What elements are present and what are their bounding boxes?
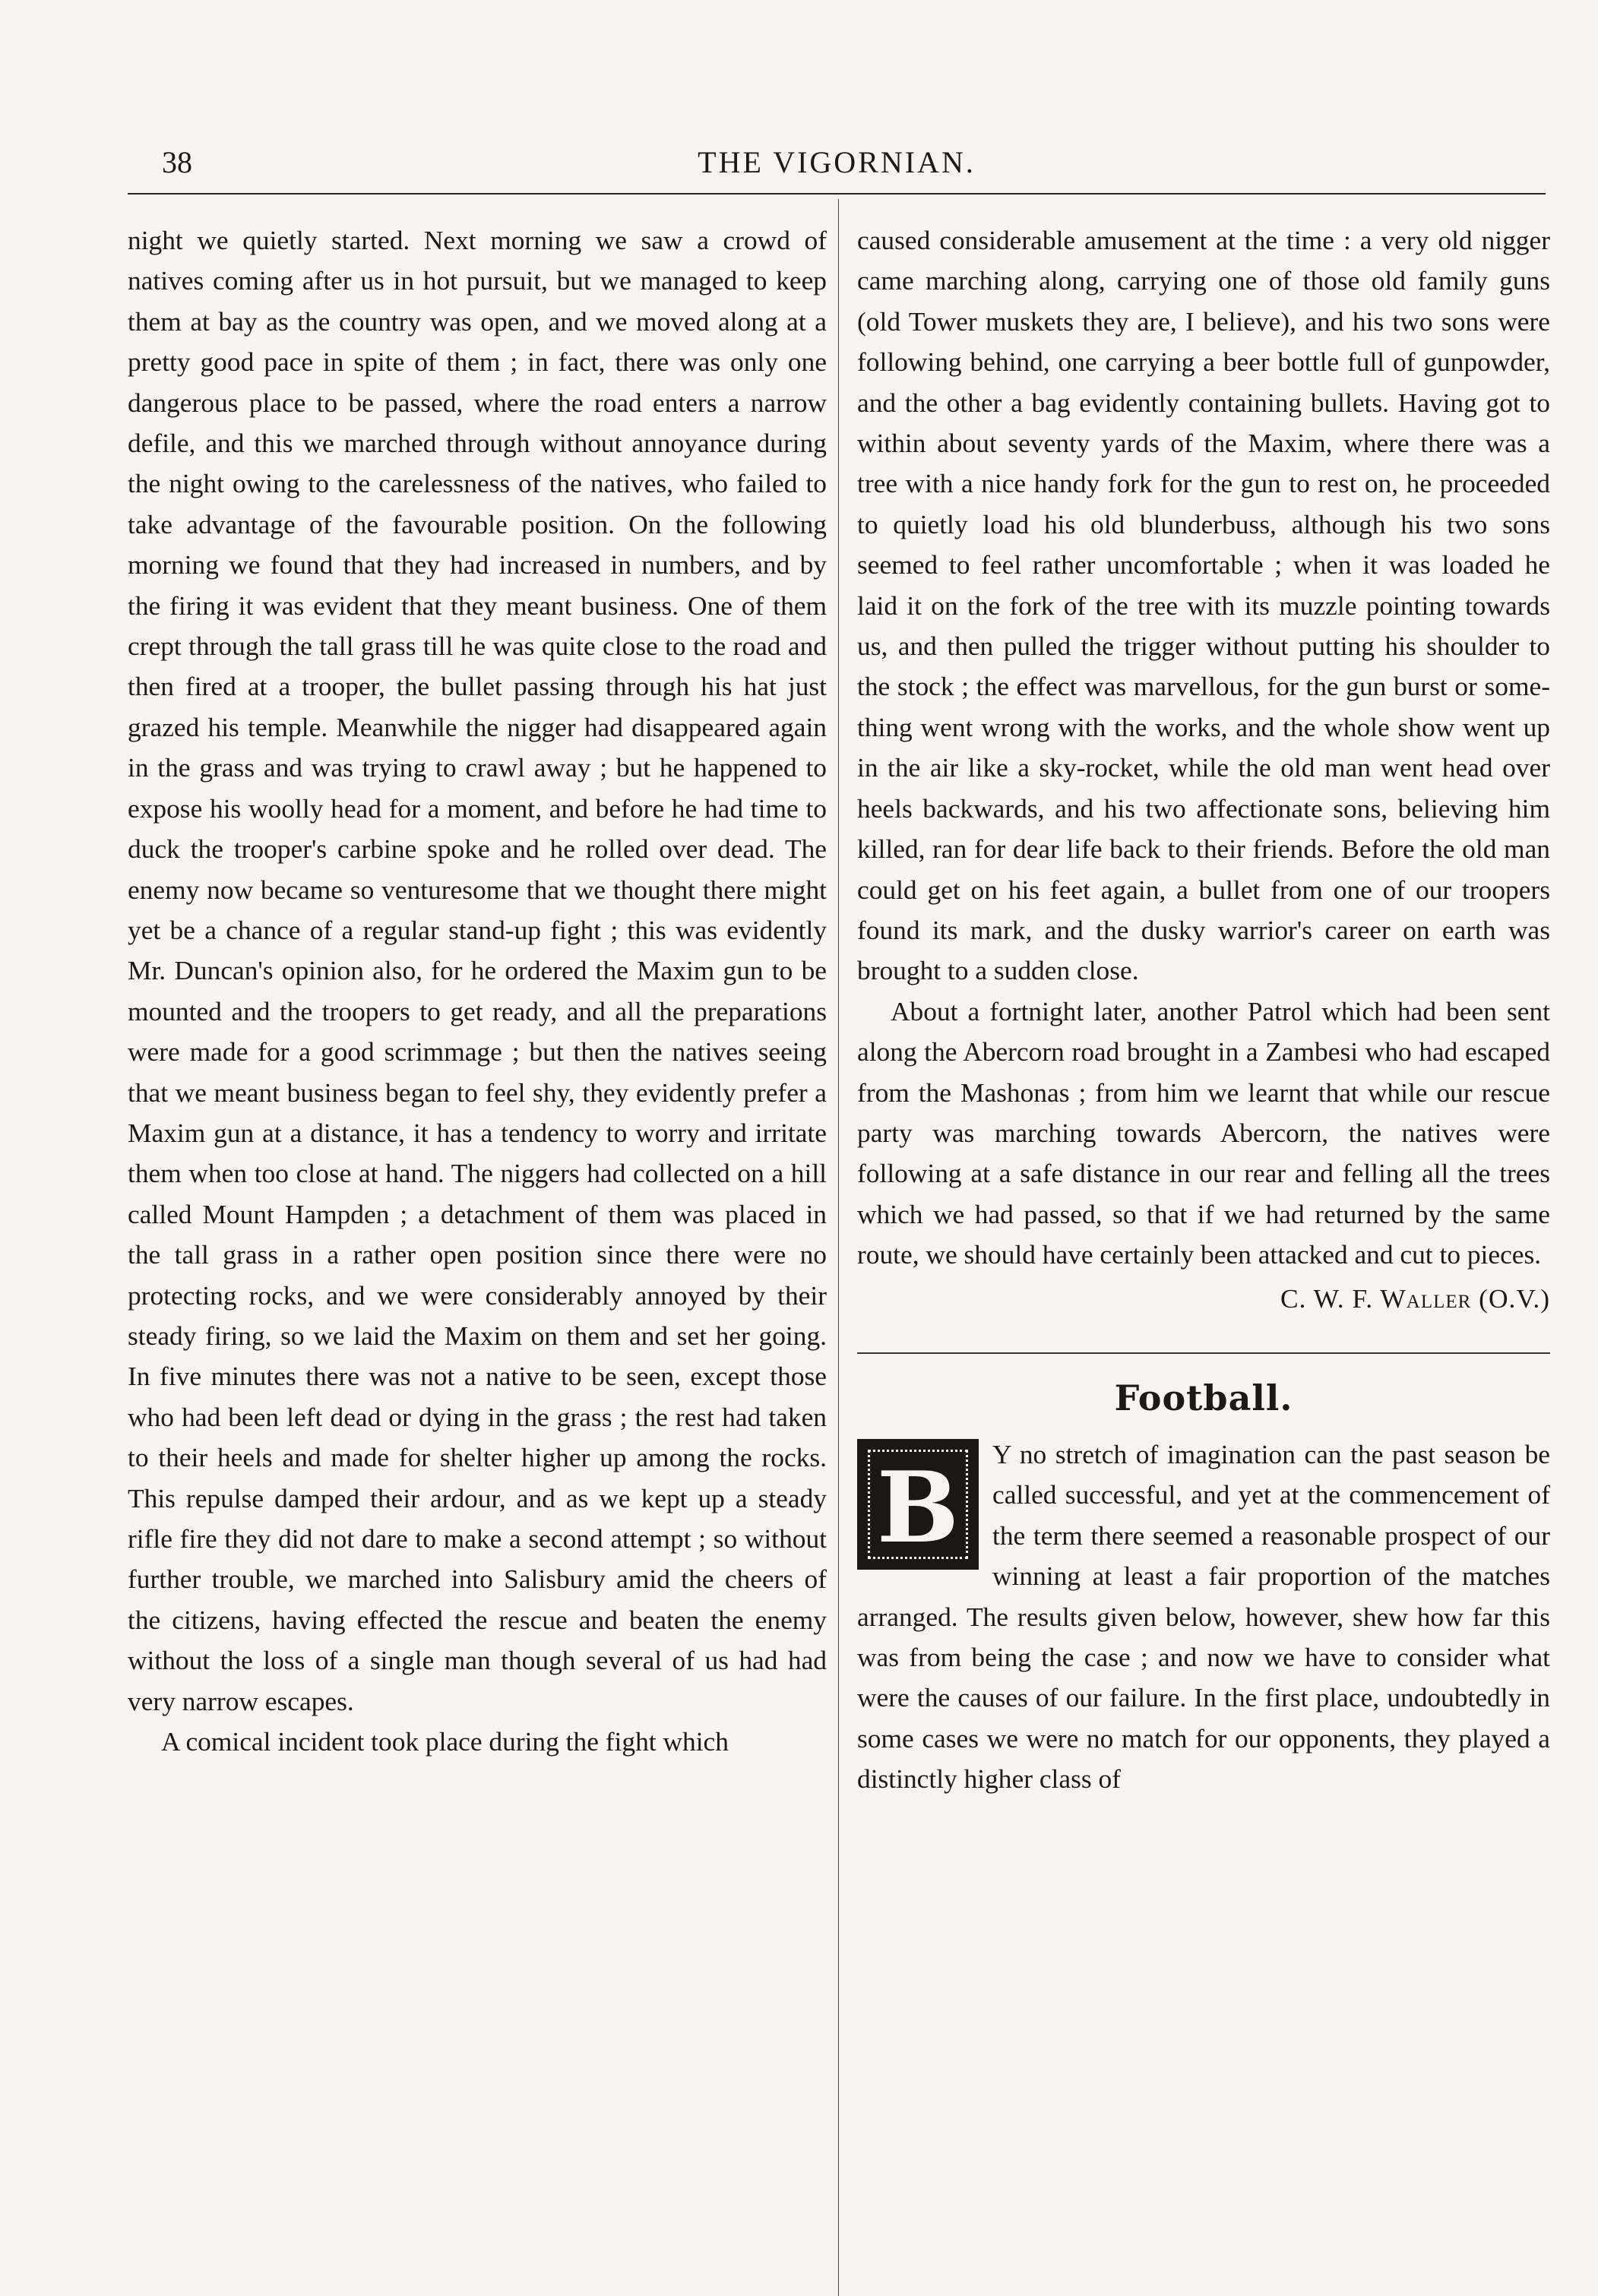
paragraph: night we quietly started. Next morning we saw a crowd of natives coming after us in hot pursuit, but we managed to keep them at bay as the country was open, and we moved along at a pretty good pace in spite of them ; in fact, there was only one dangerous place to be passed, where the road enters a narrow defile, and this we marched through without annoyance during the night owing to the carelessness of the natives, who failed to take advantage of the favourable position. On the following morning we found that they had increased in numbers, and by the firing it was evident that they meant business. One of them crept through the tall grass till he was quite close to the road and then fired at a trooper, the bullet passing through his hat just grazed his temple. Meanwhile the nigger had disappeared again in the grass and was trying to crawl away ; but he happened to expose his woolly head for a moment, and before he had time to duck the trooper's carbine spoke and he rolled over dead. The enemy now became so venturesome that we thought there might yet be a chance of a regular stand-up fight ; this was evidently Mr. Duncan's opinion also, for he ordered the Maxim gun to be mounted and the troopers to get ready, and all the preparations were made for a good scrimmage ; but then the natives seeing that we meant business began to feel shy, they evidently prefer a Maxim gun at a distance, it has a tendency to worry and irritate them when too close at hand. The niggers had collected on a hill called Mount Hampden ; a detachment of them was placed in the tall grass in a rather open position since there were no protecting rocks, and we were considerably annoyed by their steady firing, so we laid the Maxim on them and set her going. In five minutes there was not a native to be seen, except those who had been left dead or dying in the grass ; the rest had taken to their heels and made for shelter higher up among the rocks. This repulse damped their ardour, and as we kept up a steady rifle fire they did not dare to make a second attempt ; so without further trouble, we marched into Salisbury amid the cheers of the citizens, having effected the rescue and beaten the enemy without the loss of a single man though several of us had had very narrow escapes.	[128, 225, 827, 1716]
paragraph: caused considerable amusement at the time : a very old nigger came marching along, carrying one of those old family guns (old Tower muskets they are, I believe), and his two sons were following behind, one carrying a beer bottle full of gunpowder, and the other a bag evidently containing bullets. Having got to within about seventy yards of the Maxim, where there was a tree with a nice handy fork for the gun to rest on, he proceeded to quietly load his old blunderbuss, although his two sons seemed to feel rather uncomfortable ; when it was loaded he laid it on the fork of the tree with its muzzle pointing towards us, and then pulled the trigger without putting his shoulder to the stock ; the effect was marvellous, for the gun burst or something went wrong with the works, and the whole show went up in the air like a sky-rocket, while the old man went head over heels backwards, and his two affectionate sons, believing him killed, ran for dear life back to their friends. Before the old man could get on his feet again, a bullet from one of our troopers found its mark, and the dusky warrior's career on earth was brought to a sudden close.	[857, 225, 1550, 986]
drop-cap-letter: B	[876, 1450, 960, 1565]
author-signature	[857, 1279, 1550, 1319]
page-header	[128, 144, 1546, 190]
author-suffix: (O.V.)	[1479, 1282, 1550, 1314]
column-divider	[838, 199, 839, 2296]
left-column	[128, 220, 827, 1762]
football-body-text: Y no stretch of imagination can the past season be called successful, and yet at the commencement of the term there seemed a reasonable prospect of our winning at least a fair proportion of the matches arranged. The results given below, however, shew how far this was from being the case ; and now we have to consider what were the causes of our failure. In the first place, undoubtedly in some cases we were no match for our opponents, they played a distinctly higher class of	[857, 1438, 1550, 1795]
drop-cap-ornament	[857, 1439, 979, 1570]
author-name: C. W. F. Waller	[1280, 1282, 1472, 1314]
football-paragraph	[857, 1434, 1550, 1800]
section-heading: Football.	[1114, 1377, 1293, 1418]
section-rule	[857, 1352, 1550, 1354]
page-number: 38	[162, 145, 192, 179]
paragraph: A comical incident took place during the fight which	[161, 1726, 729, 1757]
paragraph: About a fortnight later, another Patrol which had been sent along the Abercorn road brought in a Zambesi who had escaped from the Mashonas ; from him we learnt that while our rescue party was marching towards Abercorn, the natives were following at a safe distance in our rear and felling all the trees which we had passed, so that if we had returned by the same route, we should have certainly been attacked and cut to pieces.	[857, 995, 1550, 1270]
running-title: THE VIGORNIAN.	[698, 145, 976, 179]
right-column	[857, 220, 1550, 1800]
header-rule	[128, 193, 1546, 194]
